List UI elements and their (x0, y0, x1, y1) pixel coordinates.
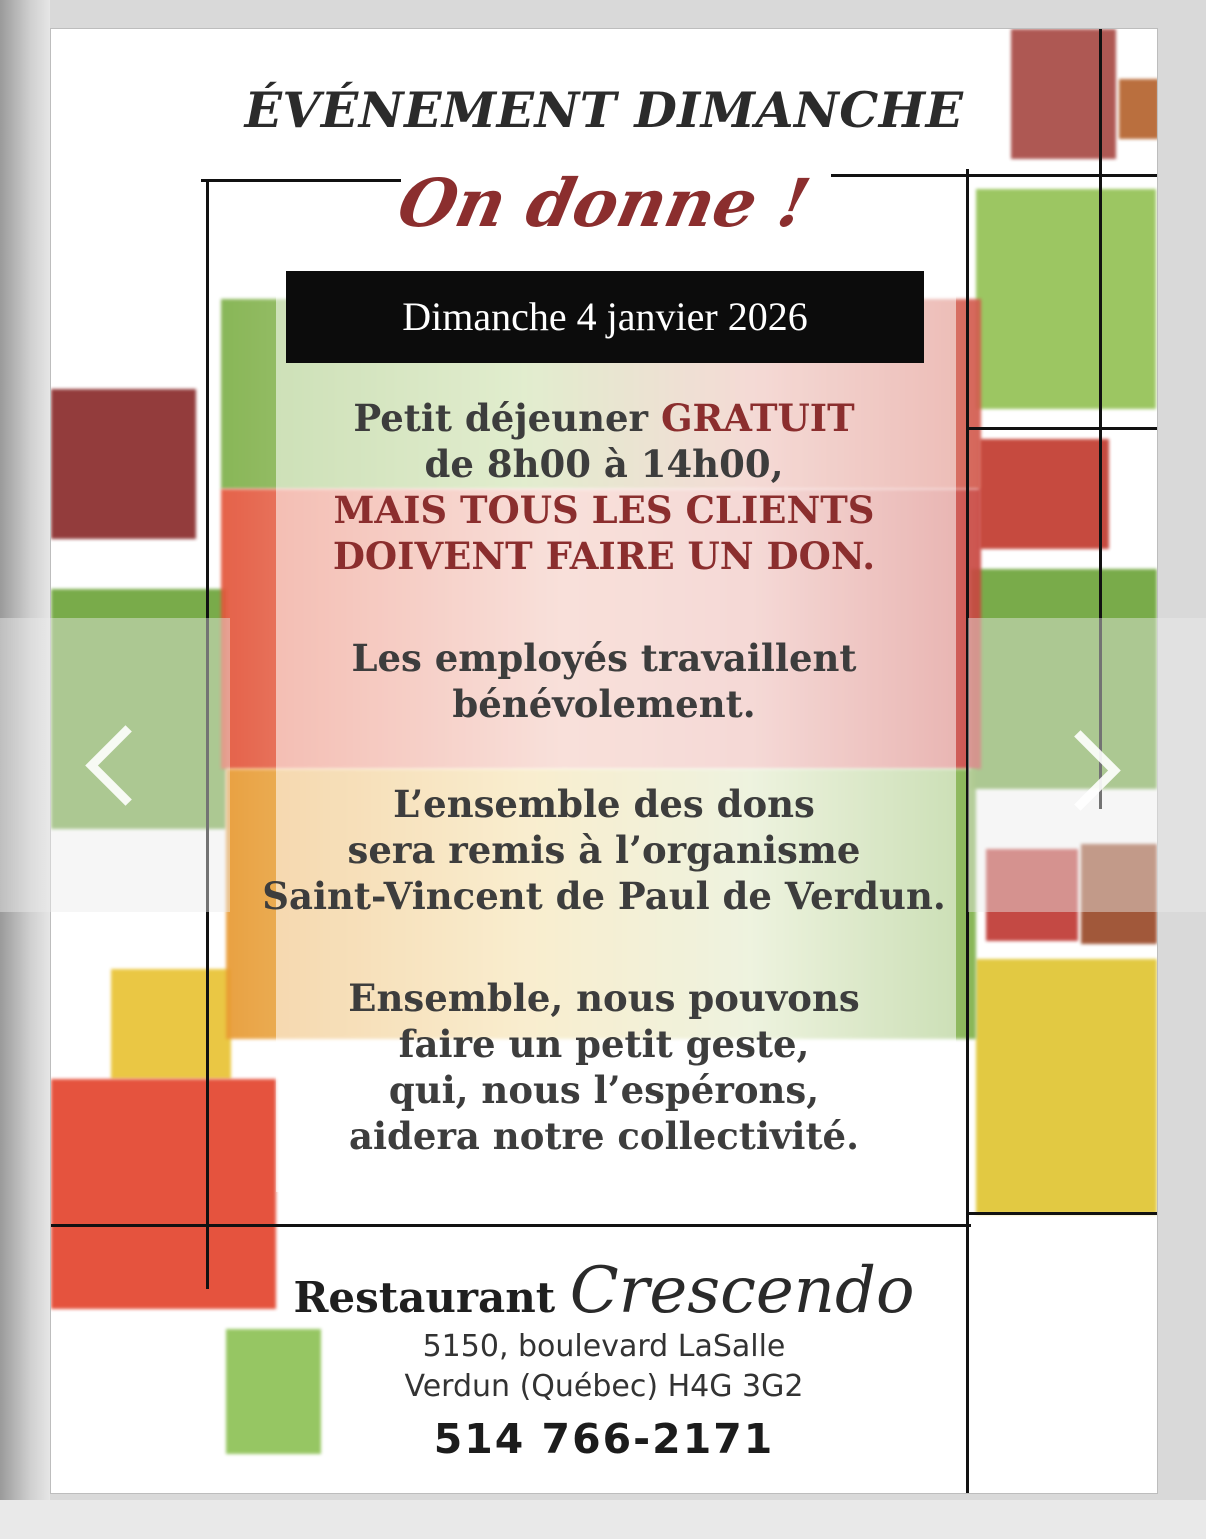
breakfast-free-highlight: GRATUIT (660, 396, 855, 440)
donations-line2: sera remis à l’organisme (347, 828, 861, 872)
event-date: Dimanche 4 janvier 2026 (286, 271, 924, 363)
restaurant-name: Crescendo (569, 1254, 915, 1328)
breakfast-hours: de 8h00 à 14h00, (424, 442, 784, 486)
restaurant-phone: 514 766-2171 (433, 1415, 775, 1463)
poster-subheadline: On donne ! (391, 164, 817, 242)
closing-block (51, 975, 1157, 1159)
address-line2: Verdun (Québec) H4G 3G2 (404, 1369, 804, 1404)
employees-line1: Les employés travaillent (351, 636, 857, 680)
frame-line (51, 1224, 971, 1227)
closing-line1: Ensemble, nous pouvons (348, 976, 860, 1020)
chevron-right-icon (1040, 730, 1121, 811)
closing-line3: qui, nous l’espérons, (388, 1068, 820, 1112)
restaurant-brand (51, 1254, 1157, 1328)
donations-line1: L’ensemble des dons (393, 782, 815, 826)
previous-image-button[interactable] (65, 705, 165, 825)
poster-headline: ÉVÉNEMENT DIMANCHE (244, 81, 964, 139)
restaurant-label: Restaurant (293, 1273, 556, 1322)
breakfast-condition-2: DOIVENT FAIRE UN DON. (332, 534, 876, 578)
viewer-bottom-bar (0, 1500, 1206, 1539)
closing-line4: aidera notre collectivité. (349, 1114, 859, 1158)
employees-line2: bénévolement. (452, 682, 756, 726)
breakfast-line1: Petit déjeuner (353, 396, 661, 440)
breakfast-condition-1: MAIS TOUS LES CLIENTS (333, 488, 875, 532)
frame-line (969, 1212, 1157, 1215)
next-image-button[interactable] (1040, 710, 1140, 830)
donations-line3: Saint-Vincent de Paul de Verdun. (262, 874, 946, 918)
address-line1: 5150, boulevard LaSalle (422, 1329, 786, 1364)
chevron-left-icon (85, 725, 166, 806)
closing-line2: faire un petit geste, (398, 1022, 810, 1066)
breakfast-block (51, 395, 1157, 579)
